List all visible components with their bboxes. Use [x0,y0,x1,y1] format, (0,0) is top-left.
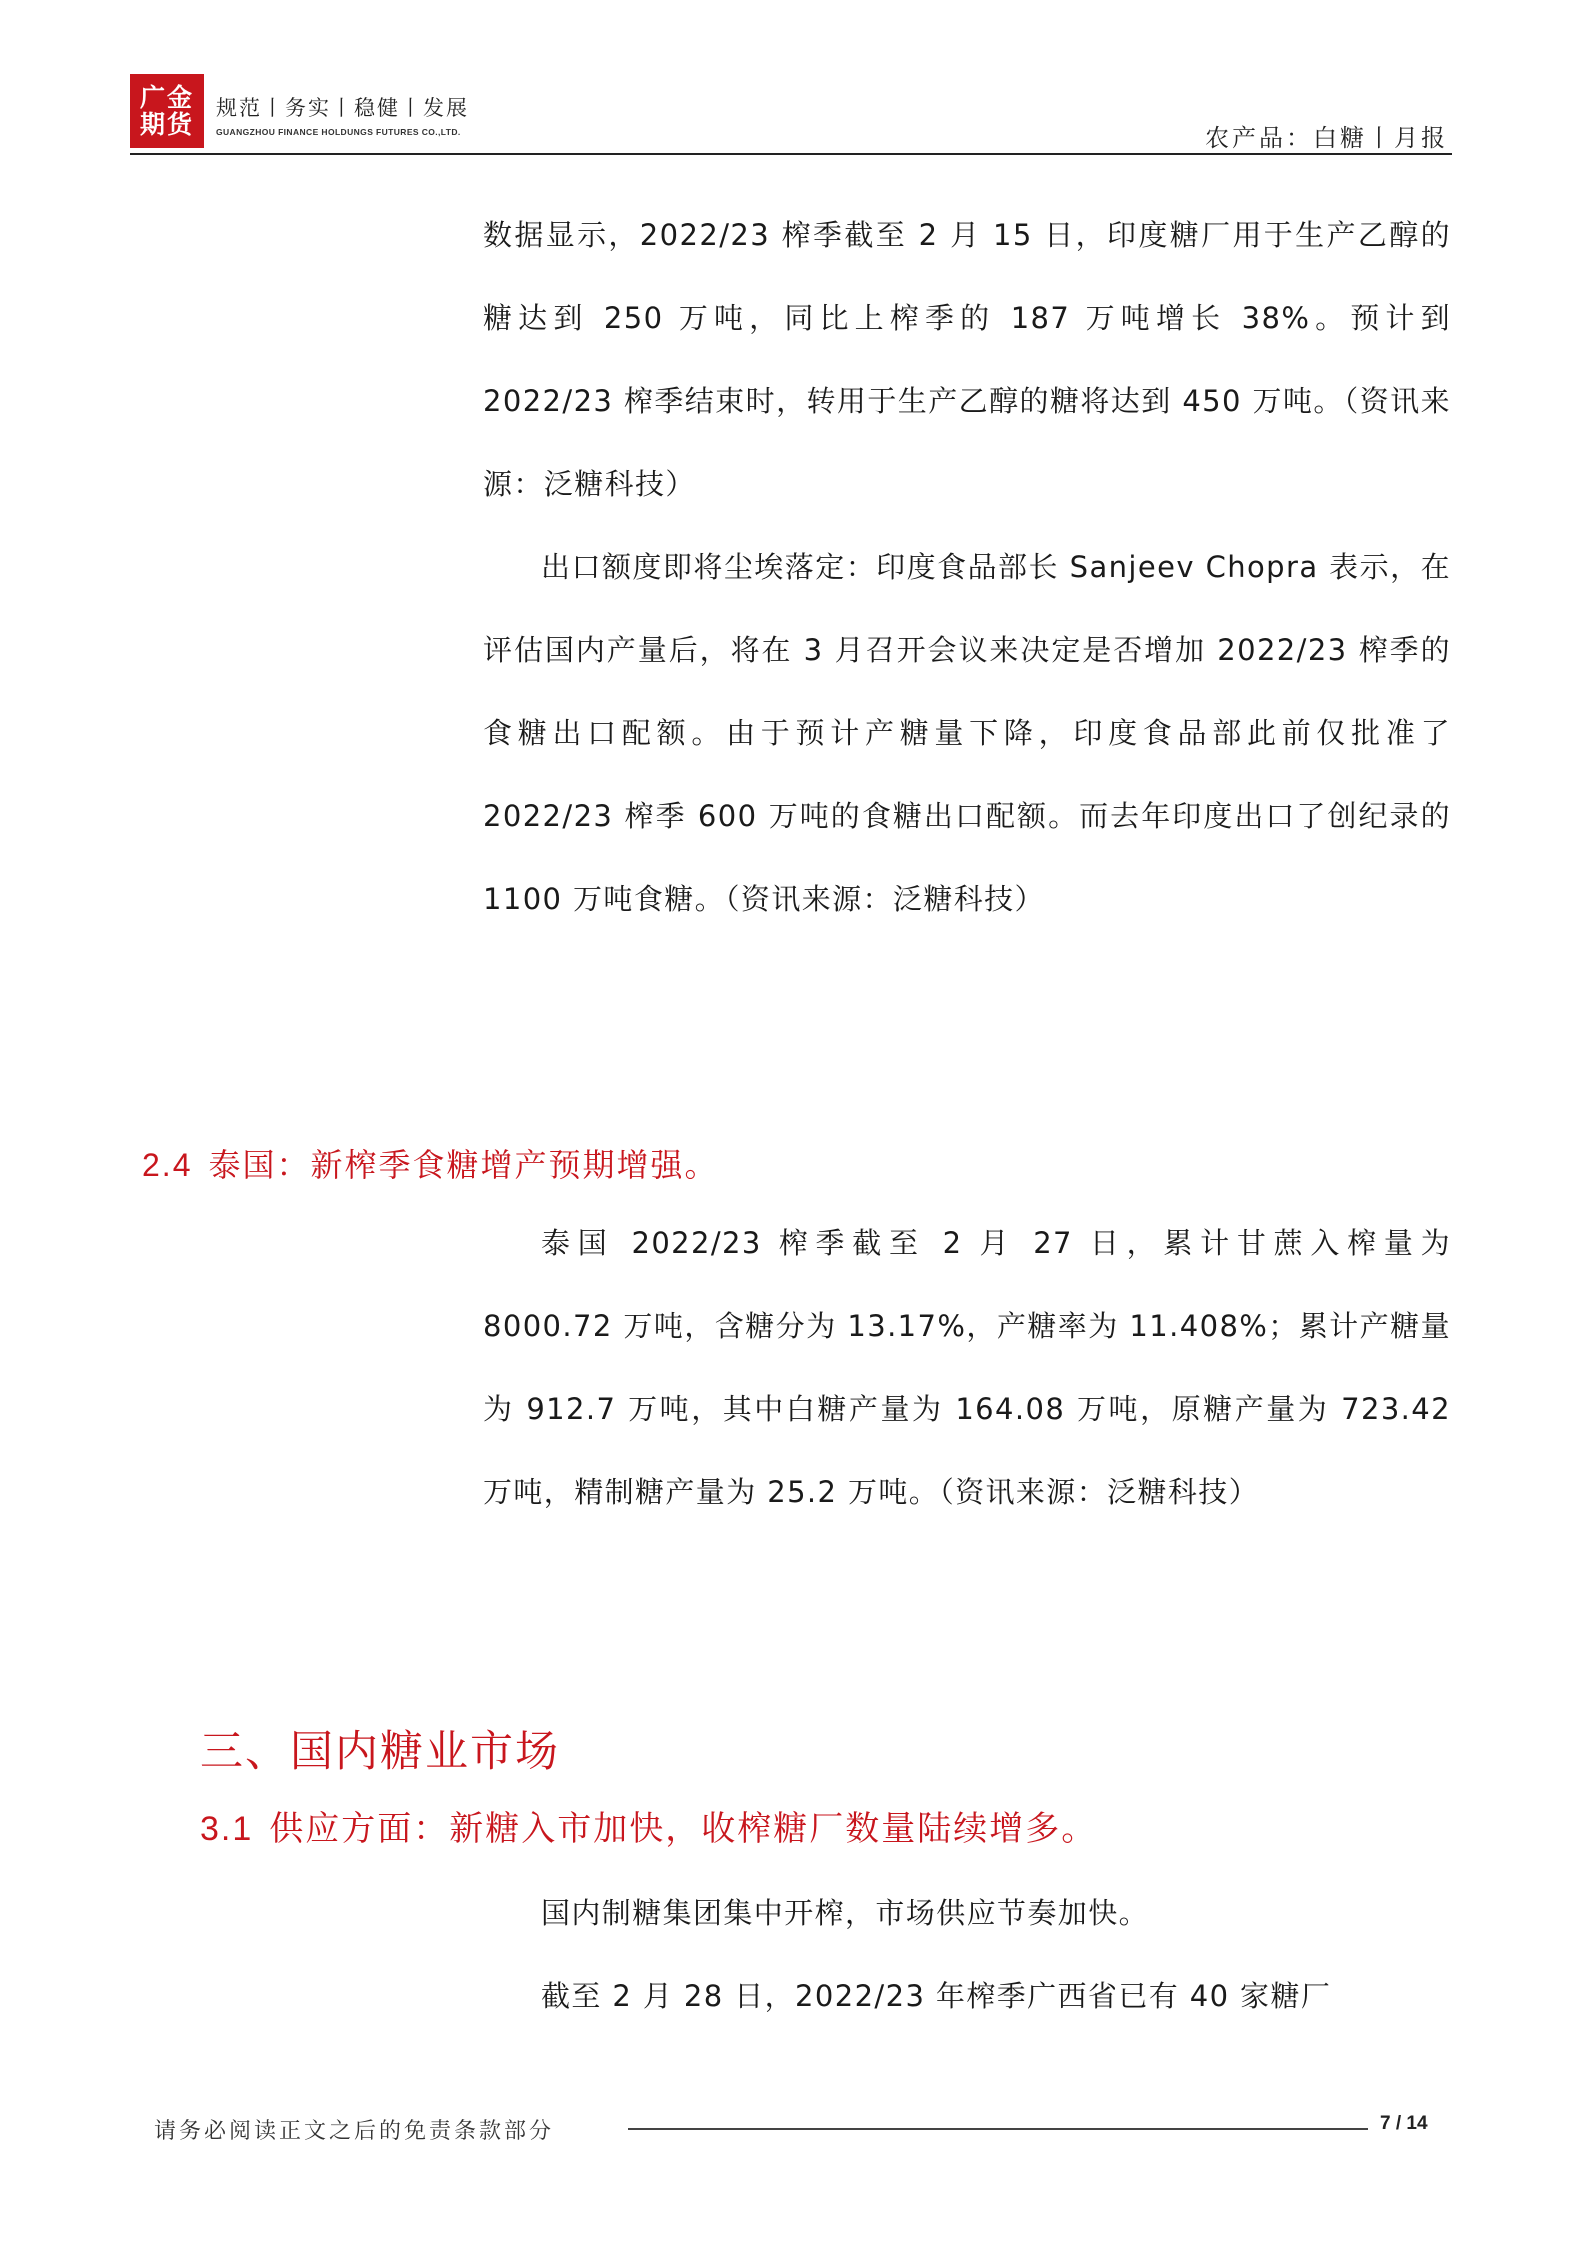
page-number: 7 / 14 [1380,2113,1428,2134]
logo-text-line2: 期货 [139,110,194,139]
section-heading-3-1 [200,1801,1097,1850]
section-number: 2.4 [142,1147,193,1183]
logo-text-line1: 广金 [139,83,194,112]
thailand-text-block [483,1202,1451,1534]
section-title: 供应方面：新糖入市加快，收榨糖厂数量陆续增多。 [269,1809,1098,1849]
section-number: 3.1 [200,1810,254,1848]
section-title: 泰国：新榨季食糖增产预期增强。 [208,1146,719,1184]
company-logo [130,74,204,148]
company-slogan: 规范丨务实丨稳健丨发展 [216,96,469,120]
domestic-text-block [483,1872,1451,2038]
paragraph-export-quota: 出口额度即将尘埃落定：印度食品部长 Sanjeev Chopra 表示，在评估国内产量后，将在 3 月召开会议来决定是否增加 2022/23 榨季的食糖出口配额。由于预计产糖量下降，印度食品部此前仅批准了 2022/23 榨季 600 万吨的食糖出口配额。而去年印度出口了创纪录的 1100 万吨食糖。（资讯来源：泛糖科技） [483,550,1451,916]
disclaimer-note: 请务必阅读正文之后的免责条款部分 [154,2119,555,2144]
section-heading-3: 三、国内糖业市场 [200,1727,560,1777]
paragraph-thailand: 泰国 2022/23 榨季截至 2 月 27 日，累计甘蔗入榨量为 8000.72 万吨，含糖分为 13.17%，产糖率为 11.408%；累计产糖量为 912.7 万吨，其中白糖产量为 164.08 万吨，原糖产量为 723.42 万吨，精制糖产量为 25.2 万吨。（资讯来源：泛糖科技） [483,1226,1451,1509]
paragraph-guangxi-mills: 截至 2 月 28 日，2022/23 年榨季广西省已有 40 家糖厂 [541,1979,1332,2013]
india-text-block [483,194,1451,941]
report-type: 农产品：白糖丨月报 [1205,124,1448,152]
paragraph-ethanol: 数据显示，2022/23 榨季截至 2 月 15 日，印度糖厂用于生产乙醇的糖达到 250 万吨，同比上榨季的 187 万吨增长 38%。预计到 2022/23 榨季结束时，转用于生产乙醇的糖将达到 450 万吨。（资讯来源：泛糖科技） [483,218,1451,501]
company-english-name: GUANGZHOU FINANCE HOLDUNGS FUTURES CO.,LTD. [216,127,461,137]
paragraph-supply-pace: 国内制糖集团集中开榨，市场供应节奏加快。 [541,1896,1150,1930]
header-divider [130,153,1452,155]
footer-divider [628,2128,1368,2130]
section-heading-2-4 [142,1140,719,1186]
